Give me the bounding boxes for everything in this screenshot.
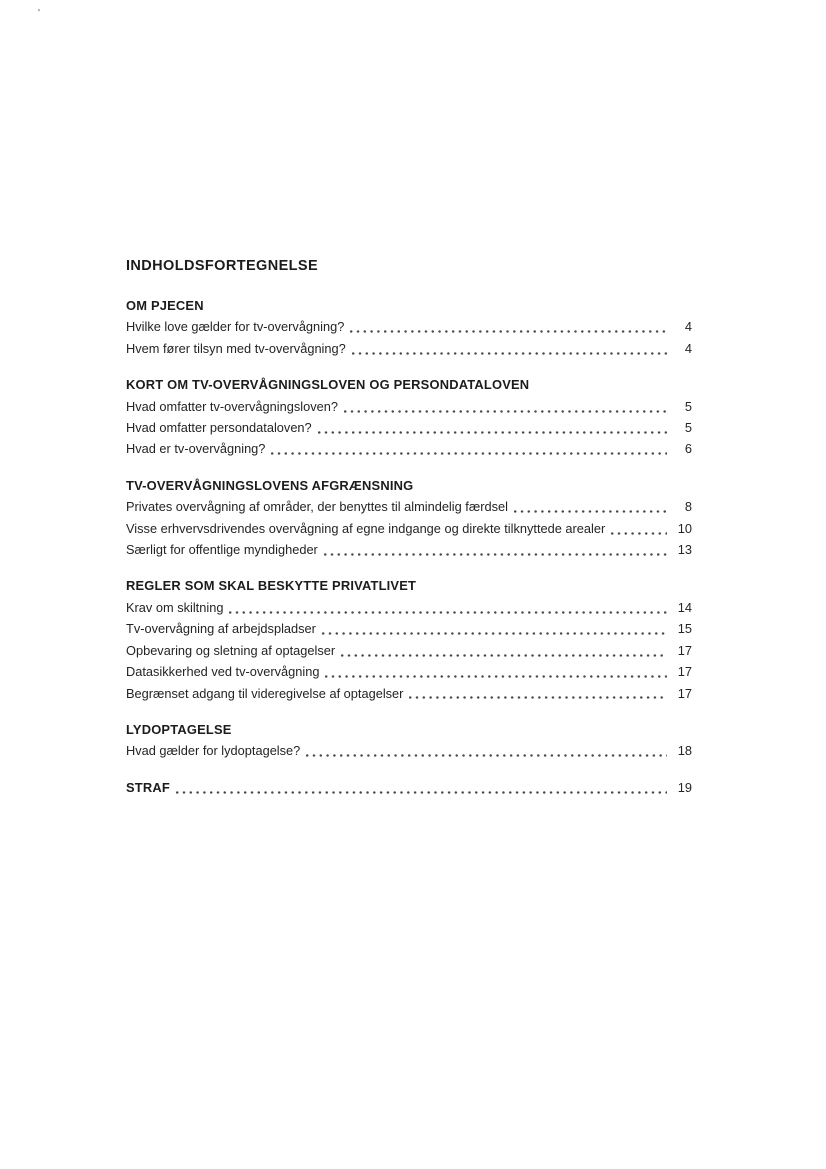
page-number: 5 <box>684 398 692 414</box>
page-title: INDHOLDSFORTEGNELSE <box>126 258 319 274</box>
page-number: 18 <box>677 743 692 759</box>
section-heading-row <box>126 374 692 395</box>
dot-leader <box>325 675 667 678</box>
section-heading: STRAF <box>126 779 170 795</box>
stray-scan-mark: ' <box>38 8 40 19</box>
page-number: 19 <box>677 779 692 795</box>
toc-entry <box>126 618 692 639</box>
page-number: 4 <box>684 319 692 335</box>
page-number: 17 <box>677 664 692 680</box>
entry-label: Hvad omfatter persondataloven? <box>126 420 312 436</box>
entry-label: Hvad gælder for lydoptagelse? <box>126 743 301 759</box>
dot-leader <box>306 754 667 757</box>
page-number: 17 <box>677 642 692 658</box>
toc-entry <box>126 316 692 337</box>
dot-leader <box>344 410 667 413</box>
section-heading: LYDOPTAGELSE <box>126 721 232 737</box>
entry-label: Begrænset adgang til videregivelse af optagelser <box>126 685 404 701</box>
page-number: 14 <box>677 599 692 615</box>
toc-section <box>126 374 692 460</box>
dot-leader <box>322 632 667 635</box>
section-heading: OM PJECEN <box>126 298 204 313</box>
page-number: 13 <box>677 542 692 558</box>
toc-entry <box>126 496 692 517</box>
toc-content <box>126 258 692 798</box>
page-number: 8 <box>684 499 692 515</box>
entry-label: Tv-overvågning af arbejdspladser <box>126 621 316 637</box>
dot-leader <box>176 791 667 794</box>
section-heading-row <box>126 475 692 496</box>
section-heading-row <box>126 295 692 316</box>
section-heading-row <box>126 575 692 596</box>
toc-section <box>126 777 692 798</box>
dot-leader <box>352 352 667 355</box>
entry-label: Visse erhvervsdrivendes overvågning af egne indgange og direkte tilknyttede arealer <box>126 520 606 536</box>
section-heading-row <box>126 777 692 798</box>
dot-leader <box>514 510 667 513</box>
dot-leader <box>318 431 667 434</box>
toc-entry <box>126 539 692 560</box>
toc-section <box>126 475 692 561</box>
toc-entry <box>126 661 692 682</box>
entry-label: Hvad omfatter tv-overvågningsloven? <box>126 398 338 414</box>
entry-label: Datasikkerhed ved tv-overvågning <box>126 664 320 680</box>
toc-entry <box>126 417 692 438</box>
toc-section <box>126 295 692 359</box>
dot-leader <box>350 330 667 333</box>
dot-leader <box>409 696 667 699</box>
entry-label: Hvilke love gælder for tv-overvågning? <box>126 319 345 335</box>
toc-entry <box>126 597 692 618</box>
toc-entry <box>126 396 692 417</box>
toc-entry <box>126 338 692 359</box>
entry-label: Særligt for offentlige myndigheder <box>126 542 318 558</box>
toc-section <box>126 575 692 703</box>
toc-entry <box>126 438 692 459</box>
section-heading: TV-OVERVÅGNINGSLOVENS AFGRÆNSNING <box>126 477 414 493</box>
entry-label: Hvad er tv-overvågning? <box>126 441 266 457</box>
table-of-contents <box>126 295 692 798</box>
section-heading-row <box>126 719 692 740</box>
dot-leader <box>324 553 667 556</box>
page-number: 15 <box>677 621 692 637</box>
toc-entry <box>126 640 692 661</box>
toc-entry <box>126 518 692 539</box>
dot-leader <box>341 654 667 657</box>
section-heading: REGLER SOM SKAL BESKYTTE PRIVATLIVET <box>126 578 417 594</box>
dot-leader <box>229 611 667 614</box>
toc-section <box>126 719 692 762</box>
entry-label: Privates overvågning af områder, der benyttes til almindelig færdsel <box>126 499 508 515</box>
page-number: 4 <box>684 340 692 356</box>
section-heading: KORT OM TV-OVERVÅGNINGSLOVEN OG PERSONDATALOVEN <box>126 377 530 393</box>
entry-label: Krav om skiltning <box>126 599 224 615</box>
toc-entry <box>126 740 692 761</box>
entry-label: Opbevaring og sletning af optagelser <box>126 642 336 658</box>
page-number: 5 <box>684 420 692 436</box>
page-number: 17 <box>677 685 692 701</box>
page-number: 6 <box>684 441 692 457</box>
entry-label: Hvem fører tilsyn med tv-overvågning? <box>126 340 346 356</box>
dot-leader <box>271 452 667 455</box>
dot-leader <box>611 532 667 535</box>
page-number: 10 <box>677 520 692 536</box>
toc-entry <box>126 683 692 704</box>
